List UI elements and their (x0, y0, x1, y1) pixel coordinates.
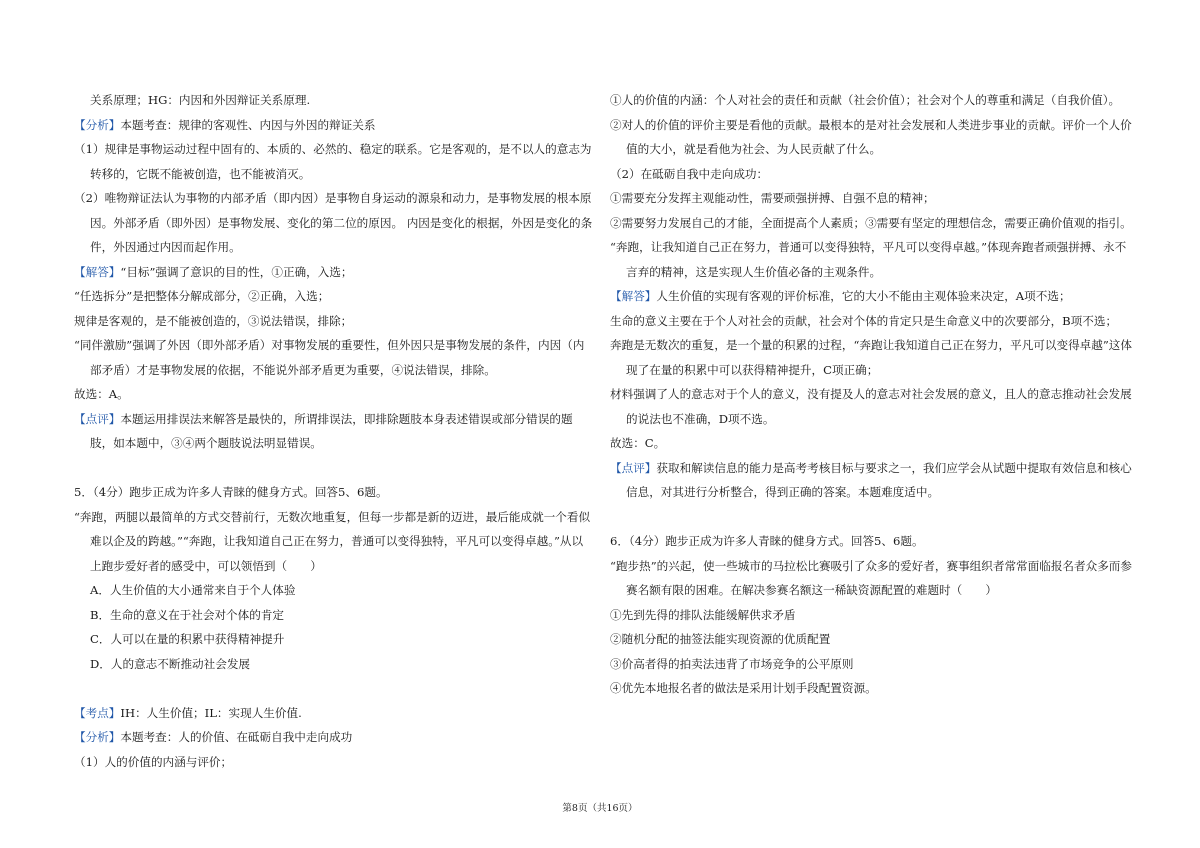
text-paragraph: （1）人的价值的内涵与评价； (74, 754, 233, 769)
analysis-text: 本题考查：人的价值、在砥砺自我中走向成功 (120, 730, 353, 744)
text-paragraph: （2）唯物辩证法认为事物的内部矛盾（即内因）是事物自身运动的源泉和动力，是事物发展的根本原因。外部矛盾（即外因）是事物发展、变化的第二位的原因。 内因是变化的根据，外因是变化的条件，外因通过内因而起作用。 (74, 191, 593, 254)
answer-text: “目标”强调了意识的目的性，①正确，入选； (120, 264, 353, 279)
analysis-text: 本题考查：规律的客观性、内因与外因的辩证关系 (120, 117, 376, 132)
page-footer: 第8页（共16页） (562, 803, 638, 814)
analysis-tag: 【分析】 (74, 730, 121, 744)
topic-text: IH：人生价值；IL：实现人生价值. (120, 705, 302, 720)
text-paragraph: “任选拆分”是把整体分解成部分，②正确，入选； (74, 289, 330, 303)
analysis-paragraph (74, 725, 594, 750)
option-a: A．人生价值的大小通常来自于个人体验 (90, 583, 296, 597)
answer-text: 人生价值的实现有客观的评价标准，它的大小不能由主观体验来决定，A项不选； (656, 289, 1071, 303)
text-paragraph: ②对人的价值的评价主要是看他的贡献。最根本的是对社会发展和人类进步事业的贡献。评价一个人价值的大小，就是看他为社会、为人民贡献了什么。 (610, 117, 1132, 156)
statement-4: ④优先本地报名者的做法是采用计划手段配置资源。 (610, 681, 877, 695)
question-5-stem: “奔跑，两腿以最简单的方式交替前行，无数次地重复，但每一步都是新的迈进，最后能成就一个看似难以企及的跨越。”“奔跑，让我知道自己正在努力，普通可以变得独特，平凡可以变得卓越。”从以上跑步爱好者的感受中，可以领悟到（ ） (74, 509, 591, 573)
choice-line: 故选：A。 (74, 387, 129, 401)
comment-paragraph (74, 407, 594, 456)
question-6-stem: “跑步热”的兴起，使一些城市的马拉松比赛吸引了众多的爱好者，赛事组织者常常面临报名者众多而参赛名额有限的困难。在解决参赛名额这一稀缺资源配置的难题时（ ） (610, 558, 1132, 597)
answer-tag: 【解答】 (610, 289, 657, 303)
left-column (74, 88, 594, 774)
analysis-paragraph (74, 113, 594, 138)
text-paragraph: ①人的价值的内涵：个人对社会的责任和贡献（社会价值）；社会对个人的尊重和满足（自我价值）。 (610, 93, 1121, 107)
option-c: C．人可以在量的积累中获得精神提升 (90, 632, 285, 646)
answer-tag: 【解答】 (74, 264, 121, 279)
option-b: B．生命的意义在于社会对个体的肯定 (90, 607, 285, 622)
statement-3: ③价高者得的拍卖法违背了市场竞争的公平原则 (610, 656, 854, 671)
text-paragraph: “同伴激励”强调了外因（即外部矛盾）对事物发展的重要性，但外因只是事物发展的条件，内因（内部矛盾）才是事物发展的依据，不能说外部矛盾更为重要，④说法错误，排除。 (74, 338, 585, 377)
text-paragraph: ②需要努力发展自己的才能，全面提高个人素质；③需要有坚定的理想信念，需要正确价值观的指引。 (610, 215, 1132, 230)
text-line: 关系原理；HG：内因和外因辩证关系原理. (90, 93, 311, 107)
comment-tag: 【点评】 (74, 411, 121, 426)
text-paragraph: 材料强调了人的意志对于个人的意义，没有提及人的意志对社会发展的意义，且人的意志推动社会发展的说法也不准确，D项不选。 (610, 387, 1132, 426)
topic-tag: 【考点】 (74, 705, 121, 720)
comment-tag: 【点评】 (610, 460, 657, 475)
answer-paragraph (610, 284, 1132, 309)
statement-1: ①先到先得的排队法能缓解供求矛盾 (610, 607, 796, 622)
text-paragraph: 生命的意义主要在于个人对社会的贡献，社会对个体的肯定只是生命意义中的次要部分，B项不选； (610, 313, 1118, 328)
text-paragraph: 规律是客观的，是不能被创造的，③说法错误，排除； (74, 313, 353, 328)
text-paragraph: （1）规律是事物运动过程中固有的、本质的、必然的、稳定的联系。它是客观的，是不以人的意志为转移的，它既不能被创造，也不能被消灭。 (74, 142, 592, 181)
topic-paragraph (74, 701, 594, 726)
question-5-title: 5．（4分）跑步正成为许多人青睐的健身方式。回答5、6题。 (74, 485, 388, 499)
choice-line: 故选：C。 (610, 436, 666, 450)
question-6-title: 6．（4分）跑步正成为许多人青睐的健身方式。回答5、6题。 (610, 534, 924, 548)
right-column (610, 88, 1132, 701)
option-d: D．人的意志不断推动社会发展 (90, 656, 251, 671)
statement-2: ②随机分配的抽签法能实现资源的优质配置 (610, 632, 831, 646)
comment-text: 获取和解读信息的能力是高考考核目标与要求之一，我们应学会从试题中提取有效信息和核心信息，对其进行分析整合，得到正确的答案。本题难度适中。 (626, 460, 1132, 499)
text-paragraph: 奔跑是无数次的重复，是一个量的积累的过程，“奔跑让我知道自己正在努力，平凡可以变得卓越”这体现了在量的积累中可以获得精神提升，C项正确； (610, 338, 1132, 377)
text-paragraph: （2）在砥砺自我中走向成功： (610, 166, 769, 181)
answer-paragraph (74, 260, 594, 285)
analysis-tag: 【分析】 (74, 117, 121, 132)
comment-text: 本题运用排误法来解答是最快的，所谓排误法，即排除题肢本身表述错误或部分错误的题肢，如本题中，③④两个题肢说法明显错误。 (90, 411, 573, 450)
text-paragraph: “奔跑，让我知道自己正在努力，普通可以变得独特，平凡可以变得卓越。”体现奔跑者顽强拼搏、永不言弃的精神，这是实现人生价值必备的主观条件。 (610, 240, 1127, 279)
text-paragraph: ①需要充分发挥主观能动性，需要顽强拼搏、自强不息的精神； (610, 191, 935, 205)
comment-paragraph (610, 456, 1132, 505)
